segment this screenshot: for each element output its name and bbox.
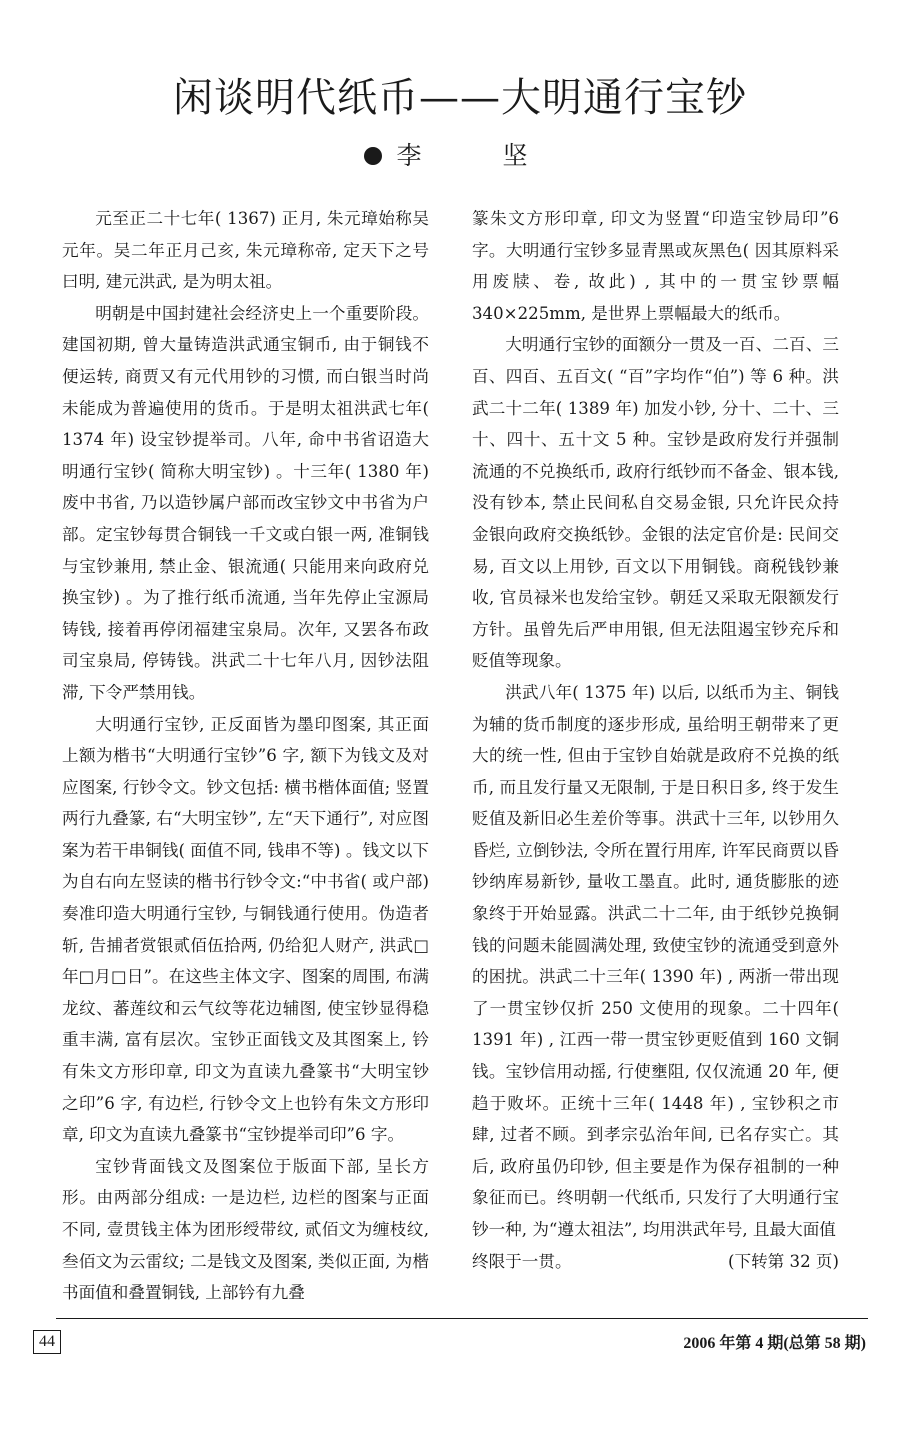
paragraph-text: 洪武八年( 1375 年) 以后, 以纸币为主、铜钱为辅的货币制度的逐步形成, 虽给明王朝带来了更大的统一性, 但由于宝钞自始就是政府不兑换的纸币, 而且发行量又无限制, 于是日积日多, 终于发生贬值及新旧必生差价等事。洪武十三年, 以钞用久昏烂, 立倒钞法, 令所在置行用库, 许军民商贾以昏钞纳库易新钞, 量收工墨直。此时, 通货膨胀的迹象终于开始显露。洪武二十二年, 由于纸钞兑换铜钱的问题未能圆满处理, 致使宝钞的流通受到意外的困扰。洪武二十三年( 1390 年) , 两浙一带出现了一贯宝钞仅折 250 文使用的现象。二十四年( 1391 年) , 江西一带一贯宝钞更贬值到 160 文铜钱。宝钞信用动摇, 行使壅阻, 仅仅流通 20 年, 便趋于败坏。正统十三年( 1448 年) , 宝钞积之市肆, 过者不顾。到孝宗弘治年间, 已名存实亡。其后, 政府虽仍印钞, 但主要是作为保存祖制的一种象征而已。终明朝一代纸币, 只发行了大明通行宝钞一种, 为“遵太祖法”, 均用洪武年号, 且最大面值: [472, 682, 839, 1239]
paragraph: 元至正二十七年( 1367) 正月, 朱元璋始称吴元年。吴二年正月己亥, 朱元璋称帝, 定天下之号曰明, 建元洪武, 是为明太祖。: [62, 209, 429, 292]
issue-info: 2006 年第 4 期(总第 58 期): [683, 1335, 866, 1352]
author-byline: [0, 136, 920, 172]
author-name: 李 坚: [396, 141, 556, 170]
last-line: 终限于一贯。: [472, 1251, 572, 1271]
bullet-dot-icon: [364, 147, 382, 165]
right-column: [472, 203, 839, 1277]
paragraph: 宝钞背面钱文及图案位于版面下部, 呈长方形。由两部分组成: 一是边栏, 边栏的图案与正面不同, 壹贯钱主体为团形绶带纹, 贰佰文为缠枝纹, 叁佰文为云雷纹; 二是钱文及图案, 类似正面, 为楷书面值和叠置铜钱, 上部钤有九叠: [62, 1156, 429, 1303]
article-title: 闲谈明代纸币——大明通行宝钞: [173, 75, 747, 121]
continued-note: (下转第 32 页): [728, 1251, 839, 1271]
paragraph: 明朝是中国封建社会经济史上一个重要阶段。建国初期, 曾大量铸造洪武通宝铜币, 由于铜钱不便运转, 商贾又有元代用钞的习惯, 而白银当时尚未能成为普遍使用的货币。于是明太祖洪武七年( 1374 年) 设宝钞提举司。八年, 命中书省诏造大明通行宝钞( 简称大明宝钞) 。十三年( 1380 年) 废中书省, 乃以造钞属户部而改宝钞文中书省为户部。定宝钞每贯合铜钱一千文或白银一两, 准铜钱与宝钞兼用, 禁止金、银流通( 只能用来向政府兑换宝钞) 。为了推行纸币流通, 当年先停止宝源局铸钱, 接着再停闭福建宝泉局。次年, 又罢各布政司宝泉局, 停铸钱。洪武二十七年八月, 因钞法阻滞, 下令严禁用钱。: [62, 303, 429, 702]
paragraph: 大明通行宝钞的面额分一贯及一百、二百、三百、四百、五百文( “百”字均作“伯”) 等 6 种。洪武二十二年( 1389 年) 加发小钞, 分十、二十、三十、四十、五十文 5 种。宝钞是政府发行并强制流通的不兑换纸币, 政府行纸钞而不备金、银本钱, 没有钞本, 禁止民间私自交易金银, 只允许民众持金银向政府交换纸钞。金银的法定官价是: 民间交易, 百文以上用钞, 百文以下用铜钱。商税钱钞兼收, 官员禄米也发给宝钞。朝廷又采取无限额发行方针。虽曾先后严申用银, 但无法阻遏宝钞充斥和贬值等现象。: [472, 335, 839, 671]
left-column: [62, 203, 429, 1309]
paragraph: 大明通行宝钞, 正反面皆为墨印图案, 其正面上额为楷书“大明通行宝钞”6 字, 额下为钱文及对应图案, 行钞令文。钞文包括: 横书楷体面值; 竖置两行九叠篆, 右“大明宝钞”, 左“天下通行”, 对应图案为若干串铜钱( 面值不同, 钱串不等) 。钱文以下为自右向左竖读的楷书行钞令文:“中书省( 或户部) 奏准印造大明通行宝钞, 与铜钱通行使用。伪造者斩, 告捕者赏银贰佰伍拾两, 仍给犯人财产, 洪武□年□月□日”。在这些主体文字、图案的周围, 布满龙纹、蕃莲纹和云气纹等花边辅图, 使宝钞显得稳重丰满, 富有层次。宝钞正面钱文及其图案上, 钤有朱文方形印章, 印文为直读九叠篆书“大明宝钞之印”6 字, 有边栏, 行钞令文上也钤有朱文方形印章, 印文为直读九叠篆书“宝钞提举司印”6 字。: [62, 714, 429, 1145]
paragraph-continuation: 篆朱文方形印章, 印文为竖置“印造宝钞局印”6 字。大明通行宝钞多显青黑或灰黑色( 因其原料采用废牍、卷, 故此) , 其中的一贯宝钞票幅 340×225mm, 是世界上票幅最大的纸币。: [472, 209, 839, 323]
paragraph-last: [472, 677, 839, 1246]
page-number: 44: [33, 1330, 61, 1354]
footer-rule: [56, 1318, 868, 1319]
paragraph-tail: [472, 1246, 839, 1278]
